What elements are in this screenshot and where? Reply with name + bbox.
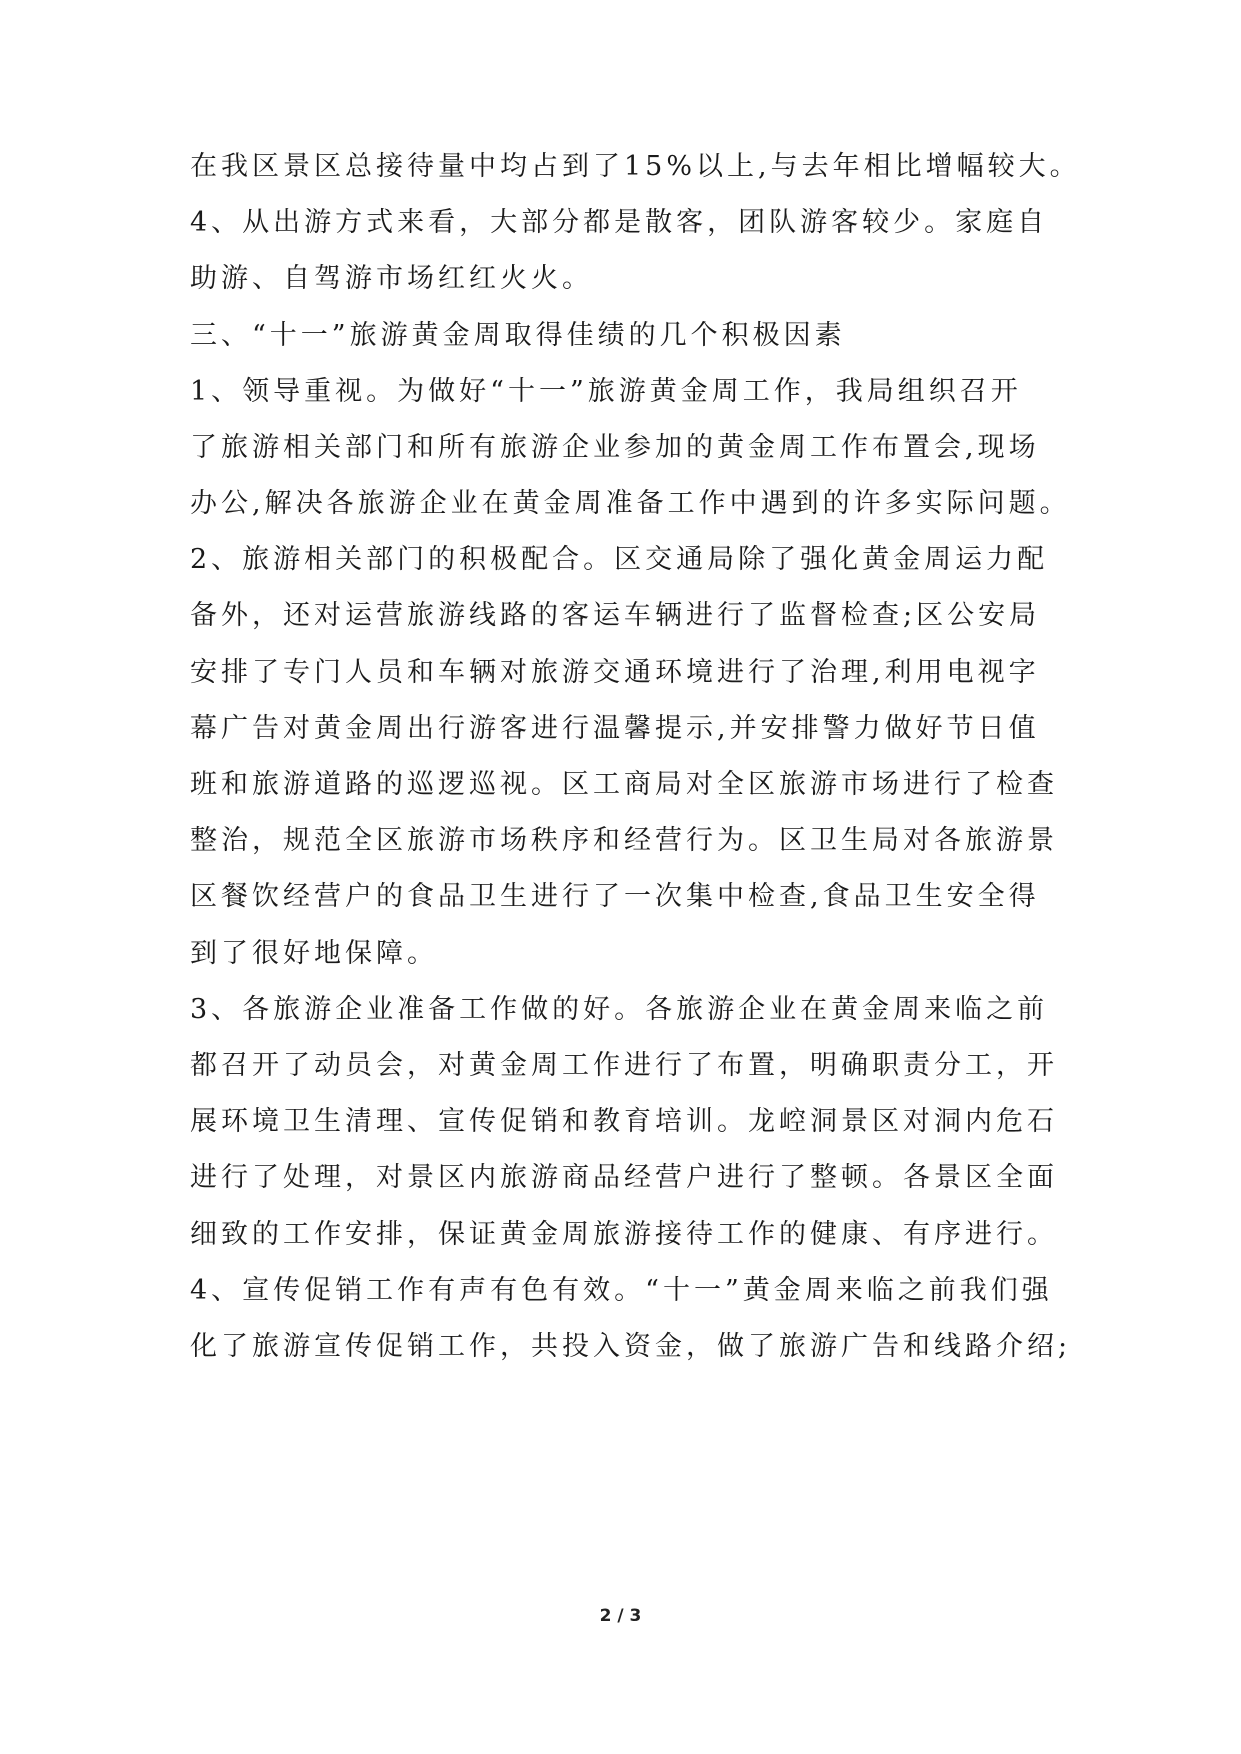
body-line: 区餐饮经营户的食品卫生进行了一次集中检查,食品卫生安全得: [190, 881, 1040, 912]
body-line: 到了很好地保障。: [190, 938, 438, 969]
body-line: 幕广告对黄金周出行游客进行温馨提示,并安排警力做好节日值: [190, 713, 1040, 744]
body-line: 安排了专门人员和车辆对旅游交通环境进行了治理,利用电视字: [190, 657, 1040, 688]
body-line: 办公,解决各旅游企业在黄金周准备工作中遇到的许多实际问题。: [190, 488, 1071, 519]
body-line: 4、从出游方式来看，大部分都是散客，团队游客较少。家庭自: [190, 207, 1049, 238]
body-line: 整治，规范全区旅游市场秩序和经营行为。区卫生局对各旅游景: [190, 825, 1058, 856]
page-number: 2 / 3: [599, 1606, 642, 1626]
body-line: 助游、自驾游市场红红火火。: [190, 263, 593, 294]
body-line: 在我区景区总接待量中均占到了15%以上,与去年相比增幅较大。: [190, 151, 1081, 182]
body-line: 4、宣传促销工作有声有色有效。“十一”黄金周来临之前我们强: [190, 1275, 1053, 1306]
body-line: 班和旅游道路的巡逻巡视。区工商局对全区旅游市场进行了检查: [190, 769, 1058, 800]
body-line: 了旅游相关部门和所有旅游企业参加的黄金周工作布置会,现场: [190, 432, 1040, 463]
body-line: 展环境卫生清理、宣传促销和教育培训。龙崆洞景区对洞内危石: [190, 1106, 1058, 1137]
body-line: 都召开了动员会，对黄金周工作进行了布置，明确职责分工，开: [190, 1050, 1058, 1081]
body-line: 化了旅游宣传促销工作，共投入资金，做了旅游广告和线路介绍;: [190, 1331, 1072, 1362]
body-line: 2、旅游相关部门的积极配合。区交通局除了强化黄金周运力配: [190, 544, 1049, 575]
body-line: 进行了处理，对景区内旅游商品经营户进行了整顿。各景区全面: [190, 1162, 1058, 1193]
body-line: 3、各旅游企业准备工作做的好。各旅游企业在黄金周来临之前: [190, 994, 1049, 1025]
body-line: 备外，还对运营旅游线路的客运车辆进行了监督检查;区公安局: [190, 600, 1041, 631]
body-line: 1、领导重视。为做好“十一”旅游黄金周工作，我局组织召开: [190, 376, 1022, 407]
body-line: 细致的工作安排，保证黄金周旅游接待工作的健康、有序进行。: [190, 1219, 1058, 1250]
section-heading: 三、“十一”旅游黄金周取得佳绩的几个积极因素: [190, 320, 846, 351]
